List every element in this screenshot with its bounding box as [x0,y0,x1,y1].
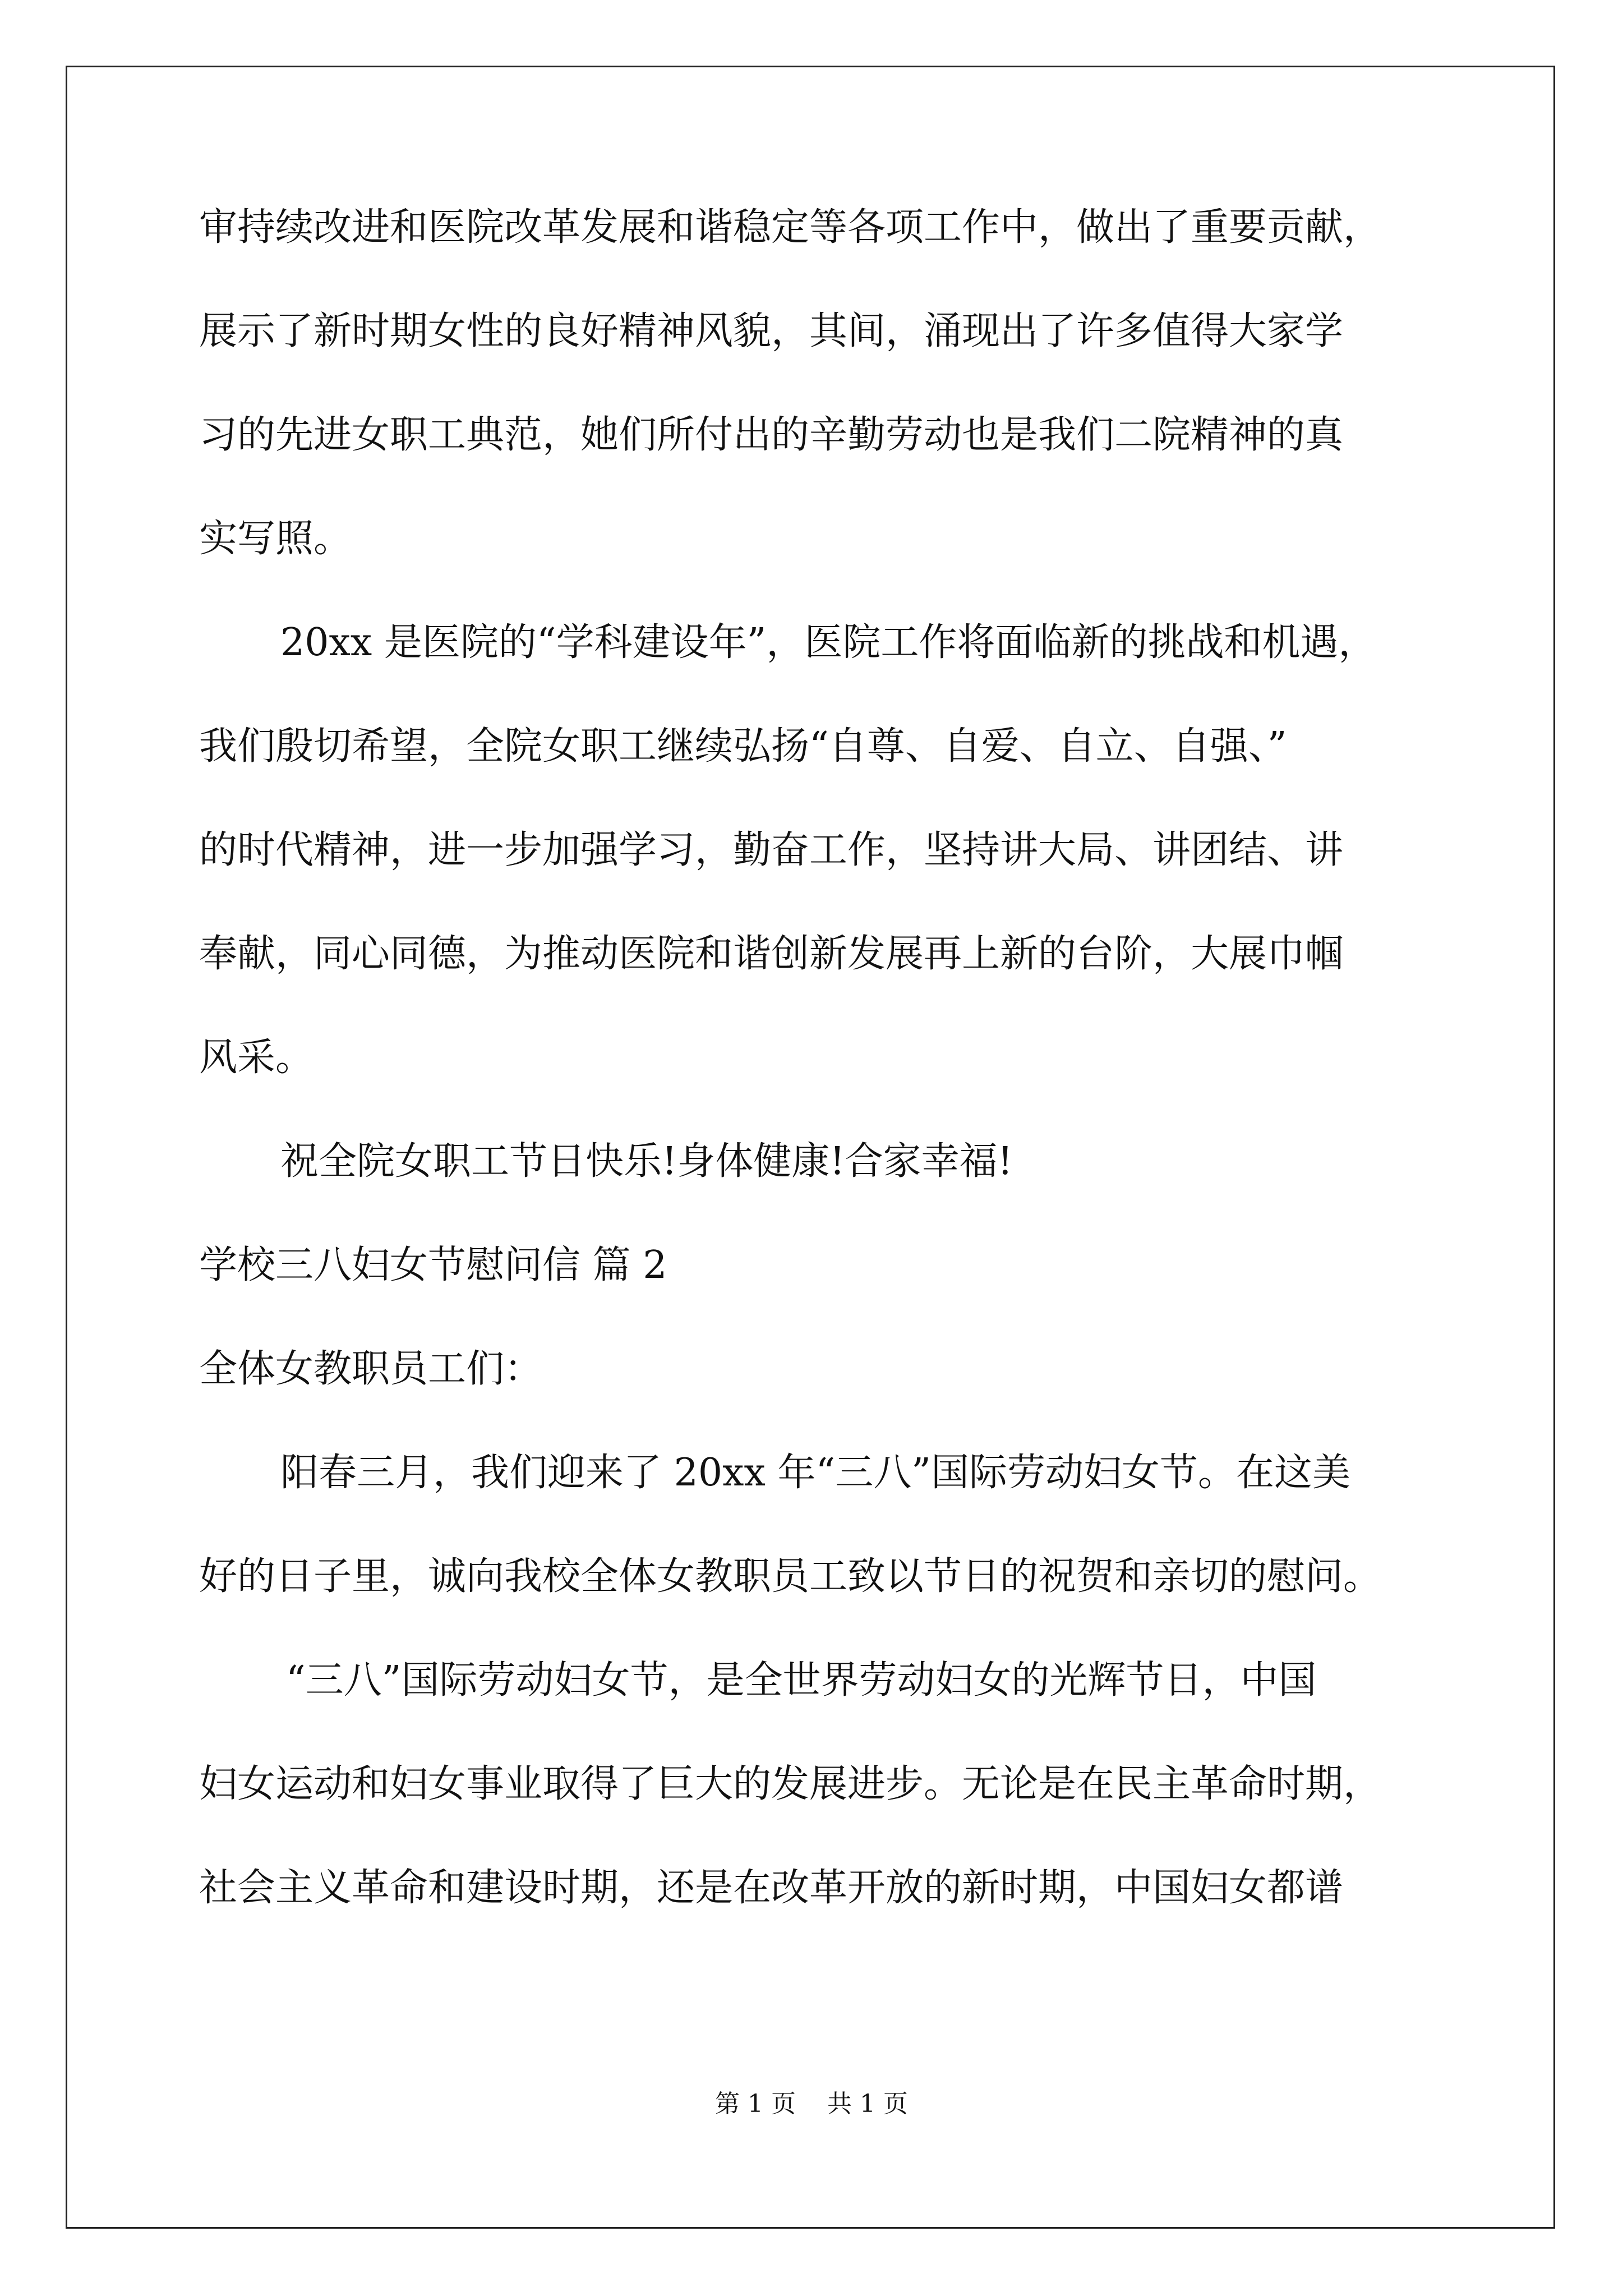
paragraph-line: 我们殷切希望，全院女职工继续弘扬“自尊、自爱、自立、自强、” [199,724,1287,769]
paragraph-line: 奉献，同心同德，为推动医院和谐创新发展再上新的台阶，大展巾帼 [199,932,1344,976]
paragraph-line: 展示了新时期女性的良好精神风貌，其间，涌现出了许多值得大家学 [199,309,1344,353]
paragraph-line: 实写照。 [199,517,352,561]
salutation: 全体女教职员工们： [199,1347,543,1391]
paragraph-line: 社会主义革命和建设时期，还是在改革开放的新时期，中国妇女都谱 [199,1866,1344,1910]
page-footer: 第 1 页 共 1 页 [715,2090,908,2118]
paragraph-line: 妇女运动和妇女事业取得了巨大的发展进步。无论是在民主革命时期， [199,1762,1382,1806]
paragraph-line: 祝全院女职工节日快乐!身体健康!合家幸福! [280,1139,1013,1184]
paragraph-line: 好的日子里，诚向我校全体女教职员工致以节日的祝贺和亲切的慰问。 [199,1554,1382,1599]
paragraph-line: “三八”国际劳动妇女节，是全世界劳动妇女的光辉节日，中国 [286,1658,1317,1703]
paragraph-line: 的时代精神，进一步加强学习，勤奋工作，坚持讲大局、讲团结、讲 [199,828,1344,872]
paragraph-line: 审持续改进和医院改革发展和谐稳定等各项工作中，做出了重要贡献， [199,205,1382,250]
paragraph-line: 风采。 [199,1036,314,1080]
paragraph-line: 阳春三月，我们迎来了 20xx 年“三八”国际劳动妇女节。在这美 [280,1451,1350,1495]
section-heading: 学校三八妇女节慰问信 篇 2 [199,1243,667,1287]
paragraph-line: 习的先进女职工典范，她们所付出的辛勤劳动也是我们二院精神的真 [199,413,1344,457]
paragraph-line: 20xx 是医院的“学科建设年”，医院工作将面临新的挑战和机遇， [280,620,1377,665]
